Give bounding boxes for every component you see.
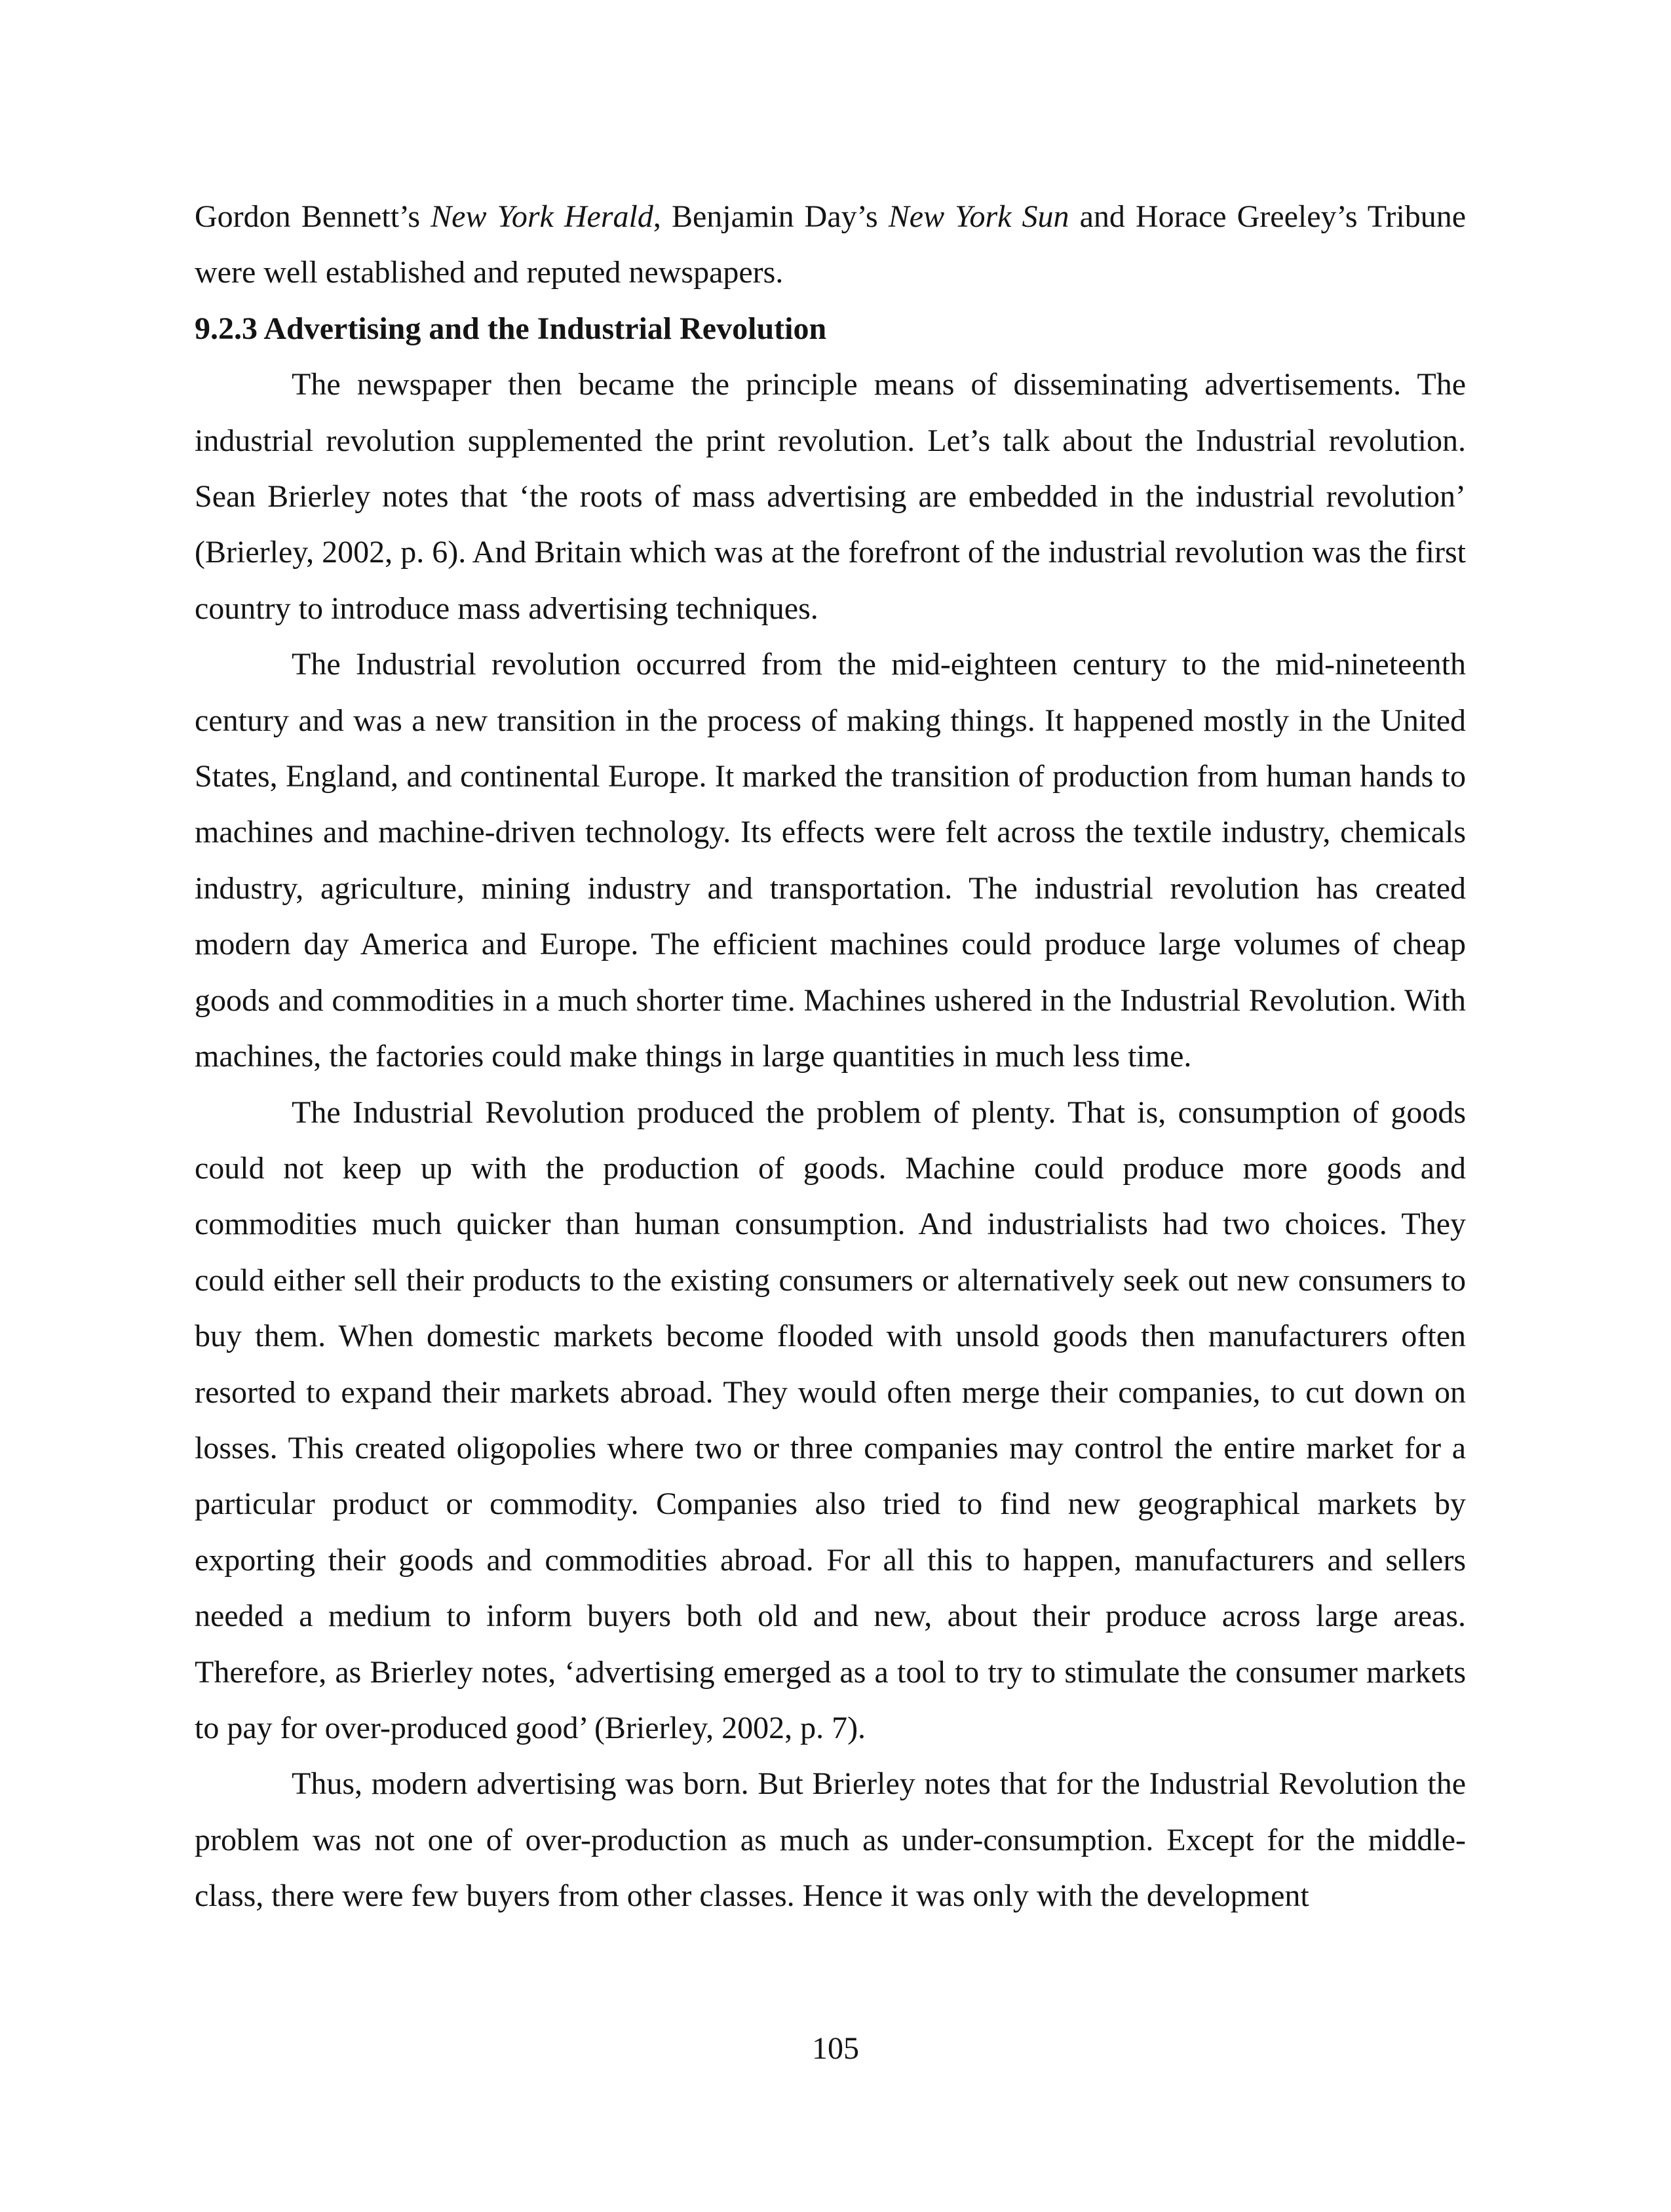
paragraph-industrial-revolution: The Industrial revolution occurred from the mid-eighteen century to the mid-nineteenth century and was a new transition in the process of making things. It happened mostly in the United States, England, and continental Europe. It marked the transition of production from human hands to machines and machine-driven technology. Its effects were felt across the textile industry, chemicals industry, agriculture, mining industry and transportation. The industrial revolution has created modern day America and Europe. The efficient machines could produce large volumes of cheap goods and commodities in a much shorter time. Machines ushered in the Industrial Revolution. With machines, the factories could make things in large quantities in much less time.	[195, 647, 1466, 1074]
intro-paragraph	[195, 189, 1466, 301]
intro-text-3: and Horace Greeley’s Tribune were well established and reputed newspapers.	[195, 199, 1467, 290]
page-body	[195, 189, 1466, 1924]
intro-text-2: , Benjamin Day’s	[653, 199, 889, 234]
paragraph-newspaper-advertising: The newspaper then became the principle means of disseminating advertisements. The industrial revolution supplemented the print revolution. Let’s talk about the Industrial revolution. Sean Brierley notes that ‘the roots of mass advertising are embedded in the industrial revolution’ (Brierley, 2002, p. 6). And Britain which was at the forefront of the industrial revolution was the first country to introduce mass advertising techniques.	[195, 367, 1466, 626]
page-number: 105	[812, 2031, 859, 2066]
intro-text-1: Gordon Bennett’s	[195, 199, 431, 234]
section-heading: 9.2.3 Advertising and the Industrial Revolution	[195, 311, 827, 346]
paragraph-problem-of-plenty: The Industrial Revolution produced the problem of plenty. That is, consumption of goods could not keep up with the production of goods. Machine could produce more goods and commodities much quicker than human consumption. And industrialists had two choices. They could either sell their products to the existing consumers or alternatively seek out new consumers to buy them. When domestic markets become flooded with unsold goods then manufacturers often resorted to expand their markets abroad. They would often merge their companies, to cut down on losses. This created oligopolies where two or three companies may control the entire market for a particular product or commodity. Companies also tried to find new geographical markets by exporting their goods and commodities abroad. For all this to happen, manufacturers and sellers needed a medium to inform buyers both old and new, about their produce across large areas. Therefore, as Brierley notes, ‘advertising emerged as a tool to try to stimulate the consumer markets to pay for over-produced good’ (Brierley, 2002, p. 7).	[195, 1095, 1466, 1745]
paragraph-modern-advertising: Thus, modern advertising was born. But Brierley notes that for the Industrial Revolution the problem was not one of over-production as much as under-consumption. Except for the middle-class, there were few buyers from other classes. Hence it was only with the development	[195, 1766, 1466, 1914]
newspaper-title-herald: New York Herald	[431, 199, 653, 234]
newspaper-title-sun: New York Sun	[888, 199, 1069, 234]
